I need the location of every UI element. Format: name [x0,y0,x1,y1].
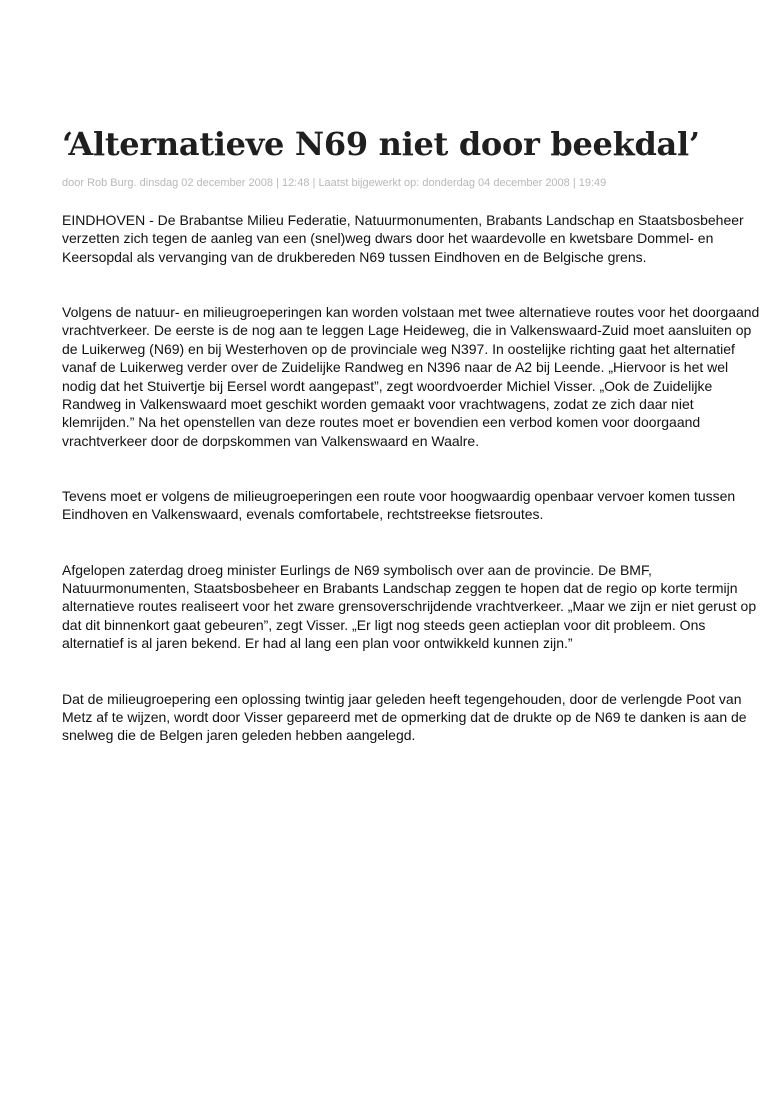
article-paragraph-3: Tevens moet er volgens de milieugroeperingen een route voor hoogwaardig openbaar vervoer komen tussen Eindhoven en Valkenswaard, evenals comfortabele, rechtstreekse fietsroutes. [62,488,736,523]
article-body [62,211,765,782]
article-paragraph-4: Afgelopen zaterdag droeg minister Eurlings de N69 symbolisch over aan de provincie. De BMF, Natuurmonumenten, Staatsbosbeheer en Brabants Landschap zeggen te hopen dat de regio op korte termijn alternatieve routes realiseert voor het zware grensoverschrijdende vrachtverkeer. „Maar we zijn er niet gerust op dat dit binnenkort gaat gebeuren”, zegt Visser. „Er ligt nog steeds geen actieplan voor dit probleem. Ons alternatief is al jaren bekend. Er had al lang een plan voor ontwikkeld kunnen zijn.” [62,561,757,652]
article-byline: door Rob Burg. dinsdag 02 december 2008 | 12:48 | Laatst bijgewerkt op: donderdag 04 december 2008 | 19:49 [62,177,607,189]
article-headline: ‘Alternatieve N69 niet door beekdal’ [62,125,700,163]
article-paragraph-5: Dat de milieugroepering een oplossing twintig jaar geleden heeft tegengehouden, door de verlengde Poot van Metz af te wijzen, wordt door Visser gepareerd met de opmerking dat de drukte op de N69 te danken is aan de snelweg die de Belgen jaren geleden hebben aangelegd. [62,690,747,744]
article-paragraph-2: Volgens de natuur- en milieugroeperingen kan worden volstaan met twee alternatieve routes voor het doorgaand vrachtverkeer. De eerste is de nog aan te leggen Lage Heideweg, die in Valkenswaard-Zuid moet aansluiten op de Luikerweg (N69) en bij Westerhoven op de provinciale weg N397. In oostelijke richting gaat het alternatief vanaf de Luikerweg verder over de Zuidelijke Randweg en N396 naar de A2 bij Leende. „Hiervoor is het wel nodig dat het Stuivertje bij Eersel wordt aangepast”, zegt woordvoerder Michiel Visser. „Ook de Zuidelijke Randweg in Valkenswaard moet geschikt worden gemaakt voor vrachtwagens, zodat ze zich daar niet klemrijden.” Na het openstellen van deze routes moet er bovendien een verbod komen voor doorgaand vrachtverkeer door de dorpskommen van Valkenswaard en Waalre. [62,304,760,449]
article-paragraph-1: EINDHOVEN - De Brabantse Milieu Federatie, Natuurmonumenten, Brabants Landschap en Staatsbosbeheer verzetten zich tegen de aanleg van een (snel)weg dwars door het waardevolle en kwetsbare Dommel- en Keersopdal als vervanging van de drukbereden N69 tussen Eindhoven en de Belgische grens. [62,212,744,265]
